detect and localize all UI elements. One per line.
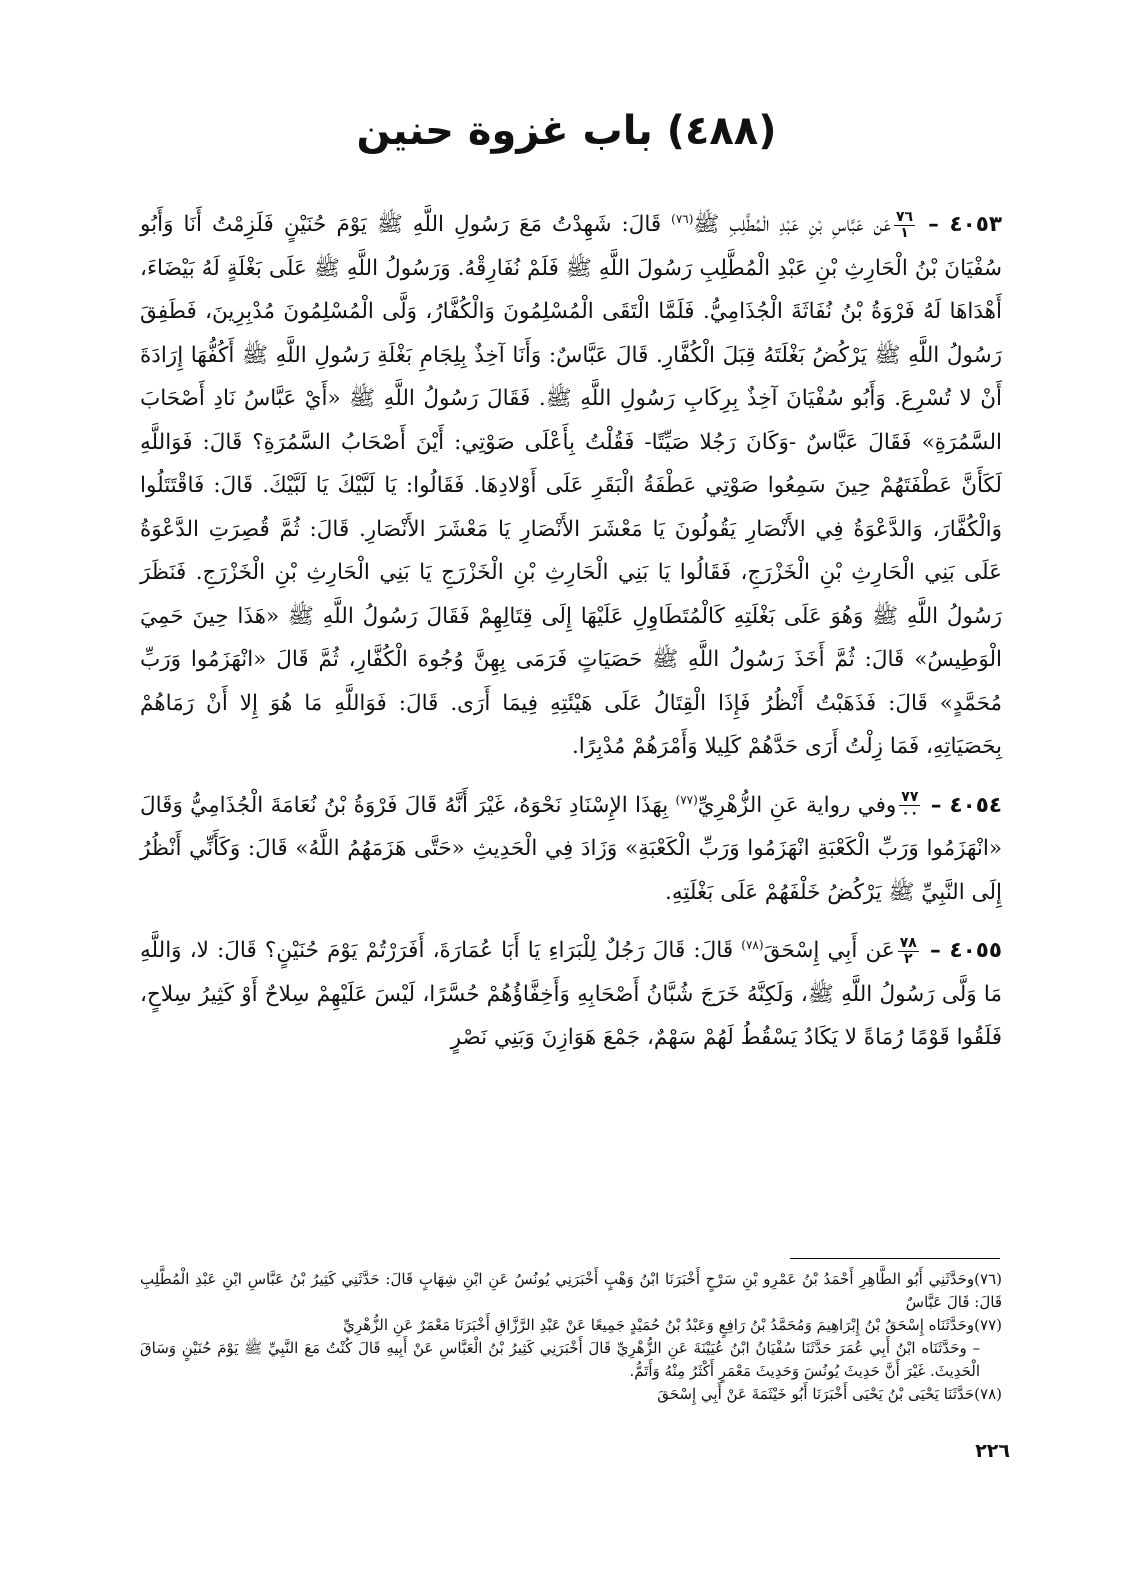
reference-bottom: ٠٠	[901, 805, 919, 822]
hadith-4054	[140, 779, 1002, 915]
hadith-reference	[894, 210, 915, 241]
footnote-marker: (٧٧)	[675, 792, 698, 807]
reference-top: ٧٨	[899, 934, 917, 951]
hadith-reference	[898, 936, 919, 967]
footnote-78: (٧٨)حَدَّثَنَا يَحْيَى بْنُ يَحْيَى أَخْبَرَنَا أَبُو خَيْثَمَةَ عَنْ أَبِي إِسْحَقَ	[657, 1385, 1002, 1403]
footnote-marker: (٧٨)	[741, 938, 764, 953]
hadith-number: ٤٠٥٤ –	[930, 792, 1002, 818]
reference-bottom: ١	[900, 224, 909, 241]
hadith-text: عَن أَبِي إِسْحَقَ	[763, 938, 895, 964]
hadith-text: عَن عَبَّاسِ بْنِ عَبْدِ الْمُطَّلِبِ ﷺ	[693, 212, 891, 238]
hadith-text: وفي رواية عَنِ الزُّهْرِيِّ	[697, 792, 897, 818]
reference-bottom: ٢	[903, 950, 913, 967]
footnotes	[140, 1268, 1002, 1406]
hadith-text: قَالَ: قَالَ رَجُلٌ لِلْبَرَاءِ يَا أَبَا عُمَارَةَ، أَفَرَرْتُمْ يَوْمَ حُنَيْنٍ؟ قَالَ: لا، وَاللَّهِ مَا وَلَّى رَسُولُ اللَّهِ ﷺ، وَلَكِنَّهُ خَرَجَ شُبَّانُ أَصْحَابِهِ وَأَخِفَّاؤُهُمْ حُسَّرًا، لَيْسَ عَلَيْهِمْ سِلاحٌ أَوْ كَثِيرُ سِلاحٍ، فَلَقُوا قَوْمًا رُمَاةً لا يَكَادُ يَسْقُطُ لَهُمْ سَهْمٌ، جَمْعَ هَوَازِنَ وَبَنِي نَصْرٍ	[140, 938, 1002, 1051]
hadith-text: قَالَ: شَهِدْتُ مَعَ رَسُولِ اللَّهِ ﷺ يَوْمَ حُنَيْنٍ فَلَزِمْتُ أَنَا وَأَبُو سُفْيَانَ بْنُ الْحَارِثِ بْنِ عَبْدِ الْمُطَّلِبِ رَسُولَ اللَّهِ ﷺ فَلَمْ نُفَارِقْهُ. وَرَسُولُ اللَّهِ ﷺ عَلَى بَغْلَةٍ لَهُ بَيْضَاءَ، أَهْدَاهَا لَهُ فَرْوَةُ بْنُ نُفَاثَةَ الْجُذَامِيُّ. فَلَمَّا الْتَقَى الْمُسْلِمُونَ وَالْكُفَّارُ، وَلَّى الْمُسْلِمُونَ مُدْبِرِينَ، فَطَفِقَ رَسُولُ اللَّهِ ﷺ يَرْكُضُ بَغْلَتَهُ قِبَلَ الْكُفَّارِ. قَالَ عَبَّاسٌ: وَأَنَا آخِذٌ بِلِجَامِ بَغْلَةِ رَسُولِ اللَّهِ ﷺ أَكُفُّهَا إِرَادَةَ أَنْ لا تُسْرِعَ. وَأَبُو سُفْيَانَ آخِذٌ بِرِكَابِ رَسُولِ اللَّهِ ﷺ. فَقَالَ رَسُولُ اللَّهِ ﷺ «أَيْ عَبَّاسُ نَادِ أَصْحَابَ السَّمُرَةِ» فَقَالَ عَبَّاسٌ -وَكَانَ رَجُلا صَيِّتًا- فَقُلْتُ بِأَعْلَى صَوْتِي: أَيْنَ أَصْحَابُ السَّمُرَةِ؟ قَالَ: فَوَاللَّهِ لَكَأَنَّ عَطْفَتَهُمْ حِينَ سَمِعُوا صَوْتِي عَطْفَةُ الْبَقَرِ عَلَى أَوْلادِهَا. فَقَالُوا: يَا لَبَّيْكَ يَا لَبَّيْكَ. قَالَ: فَاقْتَتَلُوا وَالْكُفَّارَ، وَالدَّعْوَةُ فِي الأَنْصَارِ يَقُولُونَ يَا مَعْشَرَ الأَنْصَارِ يَا مَعْشَرَ الأَنْصَارِ. قَالَ: ثُمَّ قُصِرَتِ الدَّعْوَةُ عَلَى بَنِي الْحَارِثِ بْنِ الْخَزْرَجِ، فَقَالُوا يَا بَنِي الْحَارِثِ بْنِ الْخَزْرَجِ يَا بَنِي الْحَارِثِ بْنِ الْخَزْرَجِ. فَنَظَرَ رَسُولُ اللَّهِ ﷺ وَهُوَ عَلَى بَغْلَتِهِ كَالْمُتَطَاوِلِ عَلَيْهَا إِلَى قِتَالِهِمْ فَقَالَ رَسُولُ اللَّهِ ﷺ «هَذَا حِينَ حَمِيَ الْوَطِيسُ» قَالَ: ثُمَّ أَخَذَ رَسُولُ اللَّهِ ﷺ حَصَيَاتٍ فَرَمَى بِهِنَّ وُجُوهَ الْكُفَّارِ، ثُمَّ قَالَ «انْهَزَمُوا وَرَبِّ مُحَمَّدٍ» قَالَ: فَذَهَبْتُ أَنْظُرُ فَإِذَا الْقِتَالُ عَلَى هَيْئَتِهِ فِيمَا أَرَى. قَالَ: فَوَاللَّهِ مَا هُوَ إِلا أَنْ رَمَاهُمْ بِحَصَيَاتِهِ، فَمَا زِلْتُ أَرَى حَدَّهُمْ كَلِيلا وَأَمْرَهُمْ مُدْبِرًا.	[140, 212, 1002, 760]
hadith-number: ٤٠٥٥ –	[929, 938, 1002, 964]
page-title: (٤٨٨) باب غزوة حنين	[356, 108, 777, 154]
footnote-marker: (٧٦)	[671, 212, 694, 226]
reference-top: ٧٦	[896, 208, 914, 225]
hadith-body	[140, 198, 1002, 1070]
footnote-77-continued: – وحَدَّثَنَاه ابْنُ أَبِي عُمَرَ حَدَّثَنَا سُفْيَانُ ابْنُ عُيَيْنَةَ عَنِ الزُّهْرِيِّ قَالَ أَخْبَرَنِي كَثِيرُ بْنُ الْعَبَّاسِ عَنْ أَبِيهِ قَالَ كُنْتُ مَعَ النَّبِيِّ ﷺ يَوْمَ حُنَيْنٍ وَسَاقَ الْحَدِيثَ. غَيْرَ أَنَّ حَدِيثَ يُونُسَ وَحَدِيثَ مَعْمَرٍ أَكْثَرُ مِنْهُ وَأَتَمُّ.	[140, 1339, 980, 1380]
page-number: ٢٢٦	[975, 1440, 1010, 1462]
hadith-reference	[899, 790, 920, 821]
footnote-76: (٧٦)وحَدَّثَنِي أَبُو الطَّاهِرِ أَحْمَدُ بْنُ عَمْرِو بْنِ سَرْحٍ أَخْبَرَنَا ابْنُ وَهْبٍ أَخْبَرَنِي يُونُسُ عَنِ ابْنِ شِهَابٍ قَالَ: حَدَّثَنِي كَثِيرُ بْنُ عَبَّاسِ ابْنِ عَبْدِ الْمُطَّلِبِ قَالَ: قَالَ عَبَّاسٌ	[140, 1270, 1002, 1311]
hadith-number: ٤٠٥٣ –	[928, 212, 1002, 238]
footnote-77: (٧٧)وحَدَّثَنَاه إِسْحَقُ بْنُ إِبْرَاهِيمَ وَمُحَمَّدُ بْنُ رَافِعٍ وَعَبْدُ بْنُ حُمَيْدٍ جَمِيعًا عَنْ عَبْدِ الرَّزَّاقِ أَخْبَرَنَا مَعْمَرٌ عَنِ الزُّهْرِيِّ	[343, 1316, 1002, 1334]
reference-top: ٧٧	[901, 789, 919, 806]
footnote-divider	[790, 1258, 1000, 1259]
hadith-4053	[140, 198, 1002, 769]
hadith-4055	[140, 924, 1002, 1060]
hadith-text: بِهَذَا الإِسْنَادِ نَحْوَهُ، غَيْرَ أَنَّهُ قَالَ فَرْوَةُ بْنُ نُعَامَةَ الْجُذَامِيُّ وَقَالَ «انْهَزَمُوا وَرَبِّ الْكَعْبَةِ انْهَزَمُوا وَرَبِّ الْكَعْبَةِ» وَزَادَ فِي الْحَدِيثِ «حَتَّى هَزَمَهُمُ اللَّهُ» قَالَ: وَكَأَنِّي أَنْظُرُ إِلَى النَّبِيِّ ﷺ يَرْكُضُ خَلْفَهُمْ عَلَى بَغْلَتِهِ.	[140, 792, 1002, 905]
